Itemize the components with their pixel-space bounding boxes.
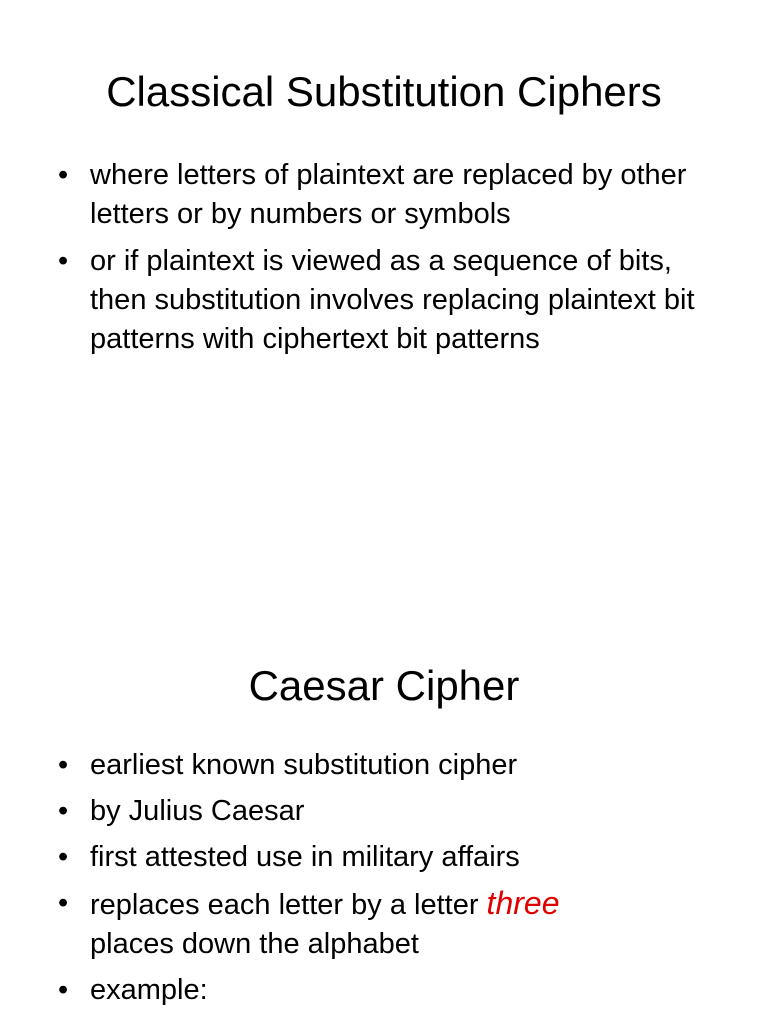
bullet-icon: • [58, 749, 69, 781]
slide-caesar-cipher [0, 594, 768, 1024]
bullet-icon: • [58, 974, 69, 1006]
bullet-item [58, 884, 698, 964]
bullet-list [58, 156, 698, 367]
bullet-item [58, 156, 698, 234]
bullet-icon: • [58, 245, 69, 277]
bullet-item [58, 971, 698, 1010]
bullet-item [58, 746, 698, 785]
bullet-item [58, 838, 698, 877]
bullet-text: by Julius Caesar [90, 795, 305, 827]
bullet-text-after: places down the alphabet [90, 928, 419, 960]
bullet-item [58, 792, 698, 831]
bullet-icon: • [58, 795, 69, 827]
bullet-text: where letters of plaintext are replaced by other letters or by numbers or symbols [90, 159, 687, 230]
bullet-text: first attested use in military affairs [90, 841, 520, 873]
bullet-text-before: replaces each letter by a letter [90, 889, 487, 921]
bullet-text: or if plaintext is viewed as a sequence of bits, then substitution involves replacing plaintext bit patterns with ciphertext bit patterns [90, 245, 695, 355]
emphasis-text: three [486, 885, 560, 921]
slide-title: Caesar Cipher [248, 662, 520, 709]
bullet-item [58, 242, 698, 359]
bullet-text: example: [90, 974, 208, 1006]
bullet-text: earliest known substitution cipher [90, 749, 518, 781]
slide-title: Classical Substitution Ciphers [106, 68, 662, 115]
bullet-icon: • [58, 159, 69, 191]
bullet-icon: • [58, 887, 69, 919]
bullet-icon: • [58, 841, 69, 873]
bullet-list [58, 746, 698, 1017]
